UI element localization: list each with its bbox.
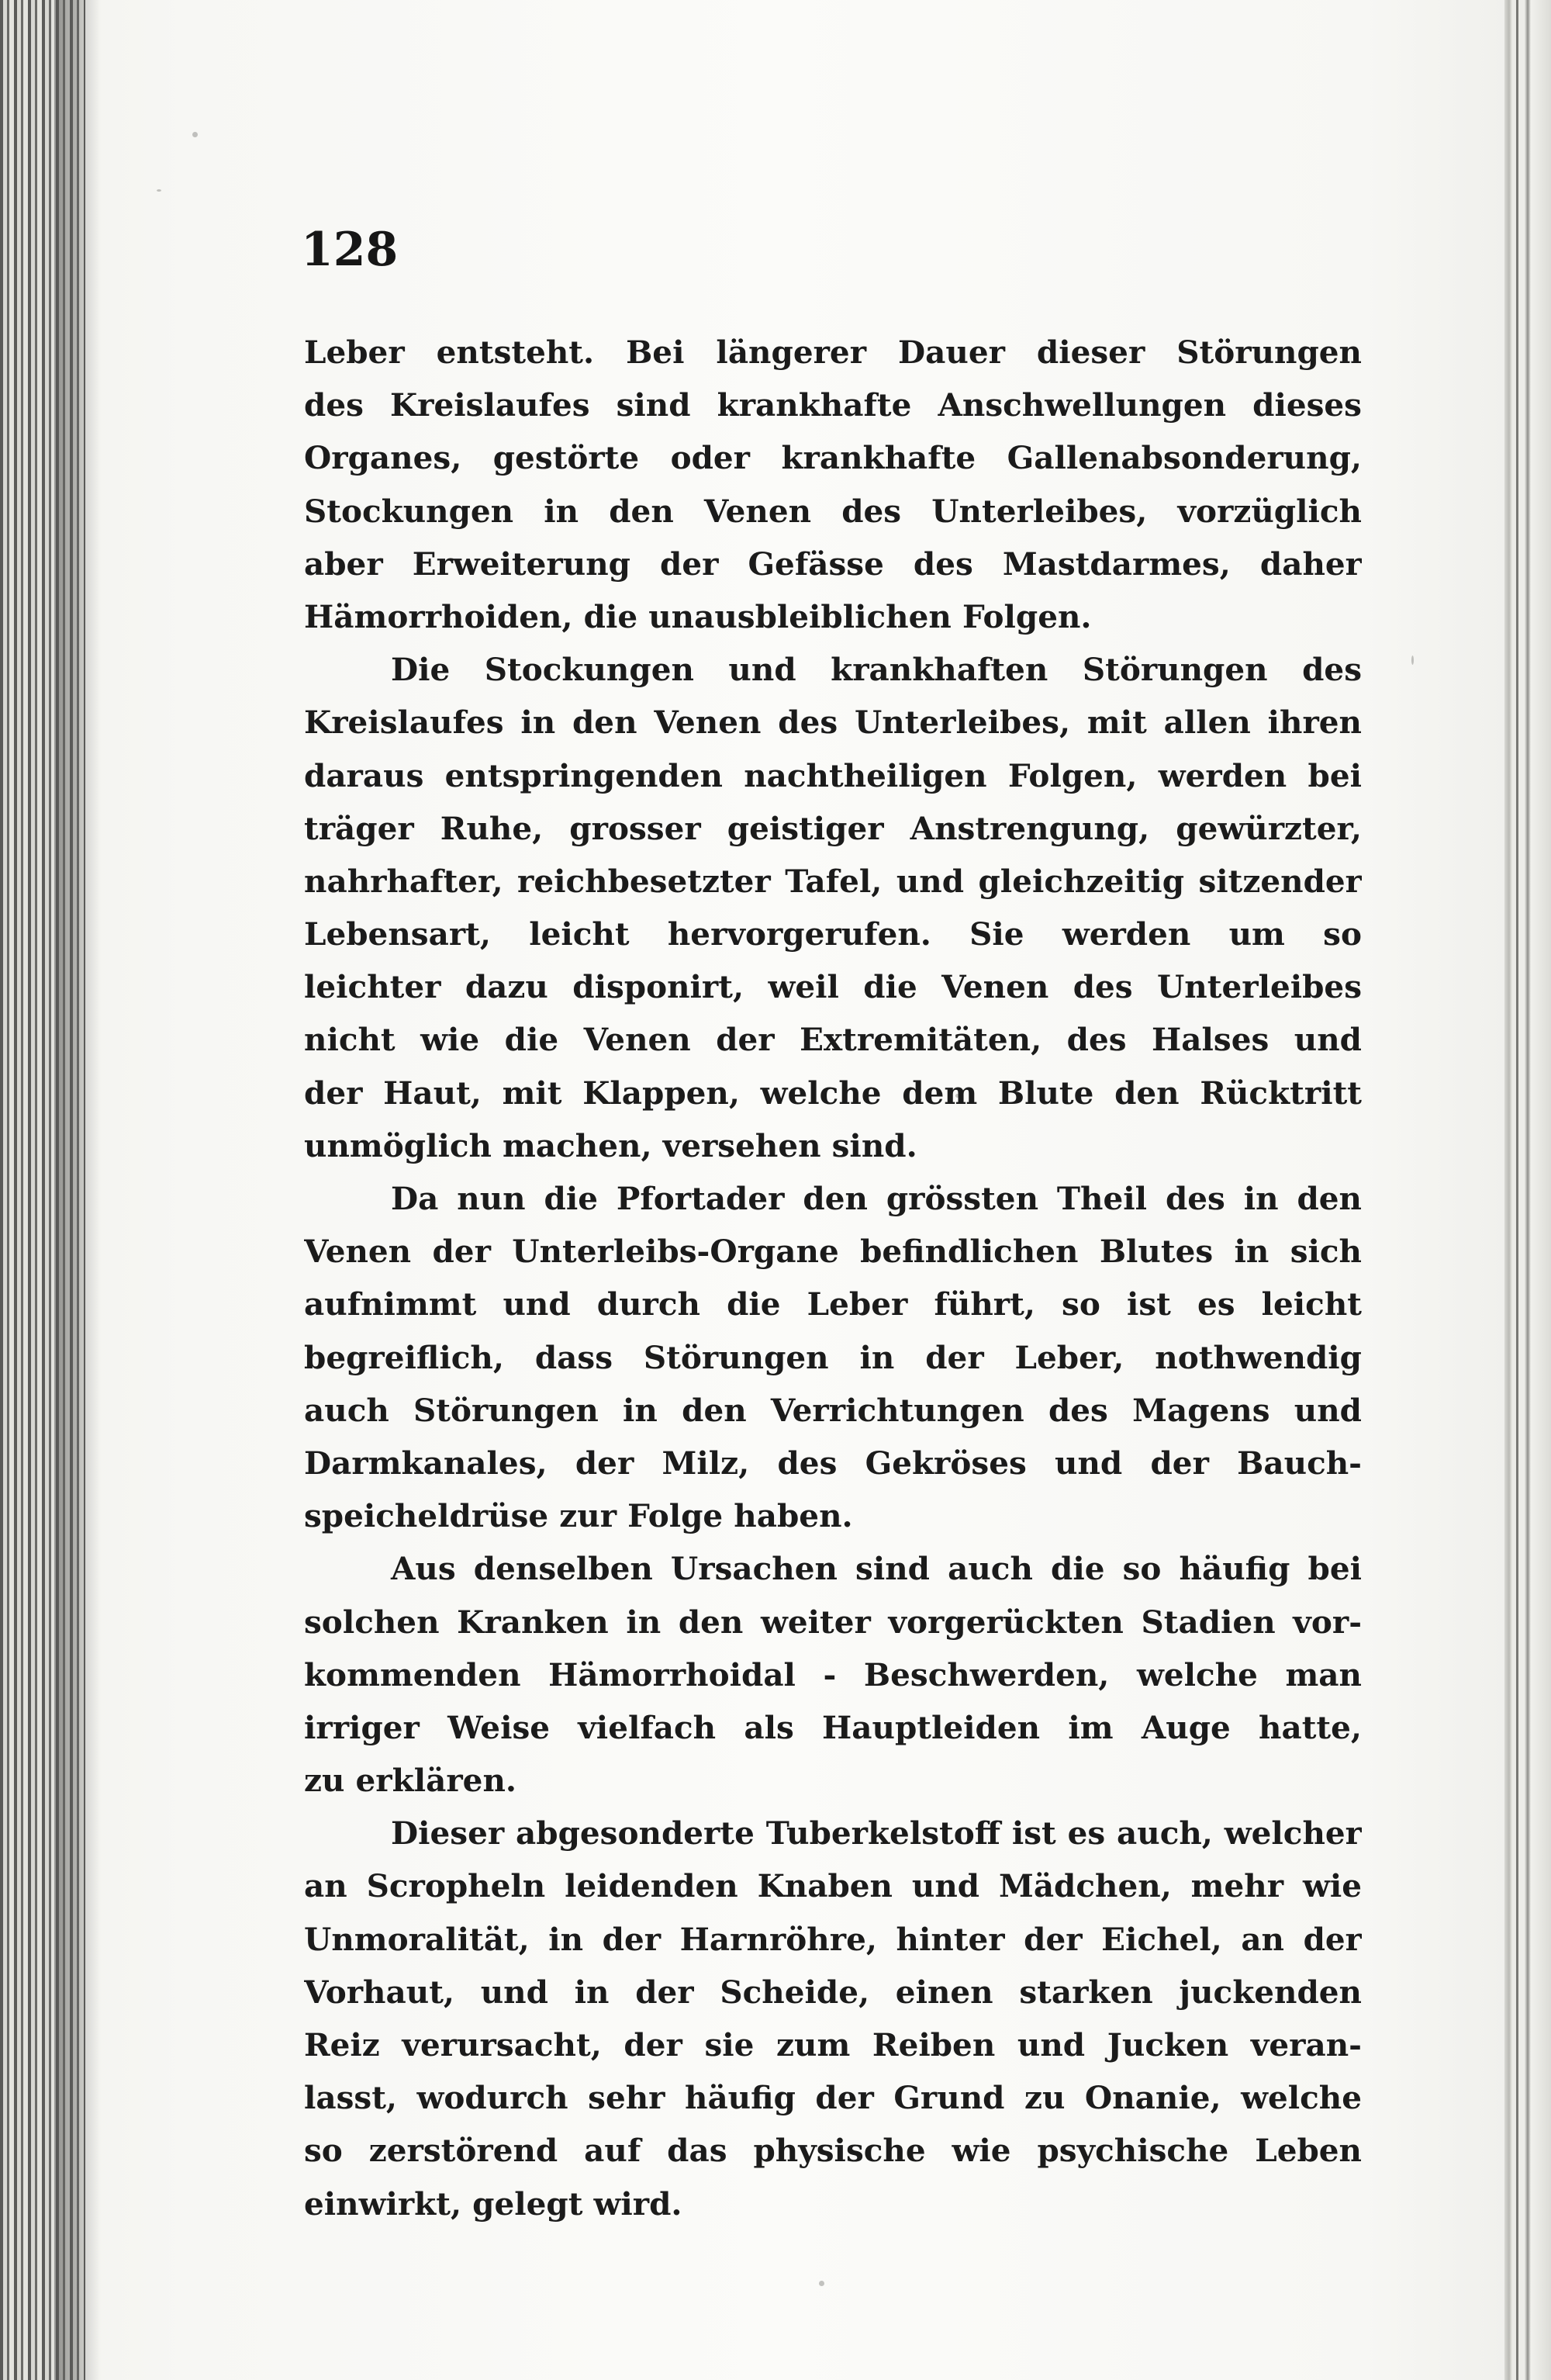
text-line: daraus entspringenden nachtheiligen Folgen, werden bei	[304, 756, 1362, 794]
text-line: irriger Weise vielfach als Hauptleiden im Auge hatte,	[304, 1708, 1362, 1746]
paper-speck	[1411, 656, 1414, 665]
paragraph	[304, 326, 1362, 643]
page-right-edge	[1504, 0, 1551, 2380]
text-line: Lebensart, leicht hervorgerufen. Sie werden um so	[304, 915, 1362, 953]
text-line: kommenden Hämorrhoidal - Beschwerden, welche man	[304, 1655, 1362, 1693]
text-line: Reiz verursacht, der sie zum Reiben und Jucken veran-	[304, 2026, 1362, 2063]
text-line: Leber entsteht. Bei längerer Dauer dieser Störungen	[304, 334, 1362, 371]
text-line: Darmkanales, der Milz, des Gekröses und der Bauch-	[304, 1444, 1362, 1482]
text-line: an Scropheln leidenden Knaben und Mädchen, mehr wie	[304, 1867, 1362, 1905]
text-line: solchen Kranken in den weiter vorgerückten Stadien vor-	[304, 1603, 1362, 1641]
text-line: so zerstörend auf das physische wie psychische Leben	[304, 2132, 1362, 2170]
paragraph	[304, 1807, 1362, 2230]
text-line: aber Erweiterung der Gefässe des Mastdarmes, daher	[304, 545, 1362, 583]
paper-speck	[192, 132, 198, 137]
text-line: Vorhaut, und in der Scheide, einen starken juckenden	[304, 1973, 1362, 2011]
page-number: 128	[301, 223, 399, 277]
text-line: aufnimmt und durch die Leber führt, so ist es leicht	[304, 1285, 1362, 1323]
paragraph	[304, 1172, 1362, 1542]
text-line: speicheldrüse zur Folge haben.	[304, 1497, 853, 1535]
text-line: des Kreislaufes sind krankhafte Anschwellungen dieses	[304, 386, 1362, 424]
paragraph	[304, 1542, 1362, 1807]
text-line: lasst, wodurch sehr häufig der Grund zu Onanie, welche	[304, 2079, 1362, 2117]
text-line: nahrhafter, reichbesetzter Tafel, und gleichzeitig sitzender	[304, 862, 1362, 900]
text-line: Die Stockungen und krankhaften Störungen des	[391, 651, 1362, 689]
text-line: Hämorrhoiden, die unausbleiblichen Folgen.	[304, 597, 1092, 635]
text-line: Aus denselben Ursachen sind auch die so häufig bei	[391, 1550, 1362, 1588]
text-line: der Haut, mit Klappen, welche dem Blute den Rücktritt	[304, 1074, 1362, 1112]
text-line: einwirkt, gelegt wird.	[304, 2185, 682, 2223]
text-line: Unmoralität, in der Harnröhre, hinter der Eichel, an der	[304, 1920, 1362, 1958]
page-edge-line	[1516, 0, 1518, 2380]
gutter-shadow	[54, 0, 101, 2380]
text-line: nicht wie die Venen der Extremitäten, des Halses und	[304, 1021, 1362, 1059]
text-line: Venen der Unterleibs-Organe befindlichen Blutes in sich	[304, 1233, 1362, 1271]
text-line: träger Ruhe, grosser geistiger Anstrengung, gewürzter,	[304, 809, 1362, 847]
text-line: Dieser abgesonderte Tuberkelstoff ist es auch, welcher	[391, 1814, 1362, 1852]
text-line: Stockungen in den Venen des Unterleibes, vorzüglich	[304, 492, 1362, 530]
text-line: unmöglich machen, versehen sind.	[304, 1126, 917, 1164]
text-line: Kreislaufes in den Venen des Unterleibes, mit allen ihren	[304, 704, 1362, 742]
text-line: leichter dazu disponirt, weil die Venen des Unterleibes	[304, 968, 1362, 1006]
paper-speck	[819, 2281, 824, 2286]
text-line: Da nun die Pfortader den grössten Theil des in den	[391, 1180, 1362, 1217]
text-line: Organes, gestörte oder krankhafte Gallenabsonderung,	[304, 439, 1362, 477]
body-text	[304, 326, 1362, 2230]
text-line: auch Störungen in den Verrichtungen des Magens und	[304, 1391, 1362, 1429]
paragraph	[304, 643, 1362, 1172]
paper-speck	[157, 189, 161, 192]
text-line: zu erklären.	[304, 1762, 516, 1800]
text-line: begreiflich, dass Störungen in der Leber, nothwendig	[304, 1338, 1362, 1376]
